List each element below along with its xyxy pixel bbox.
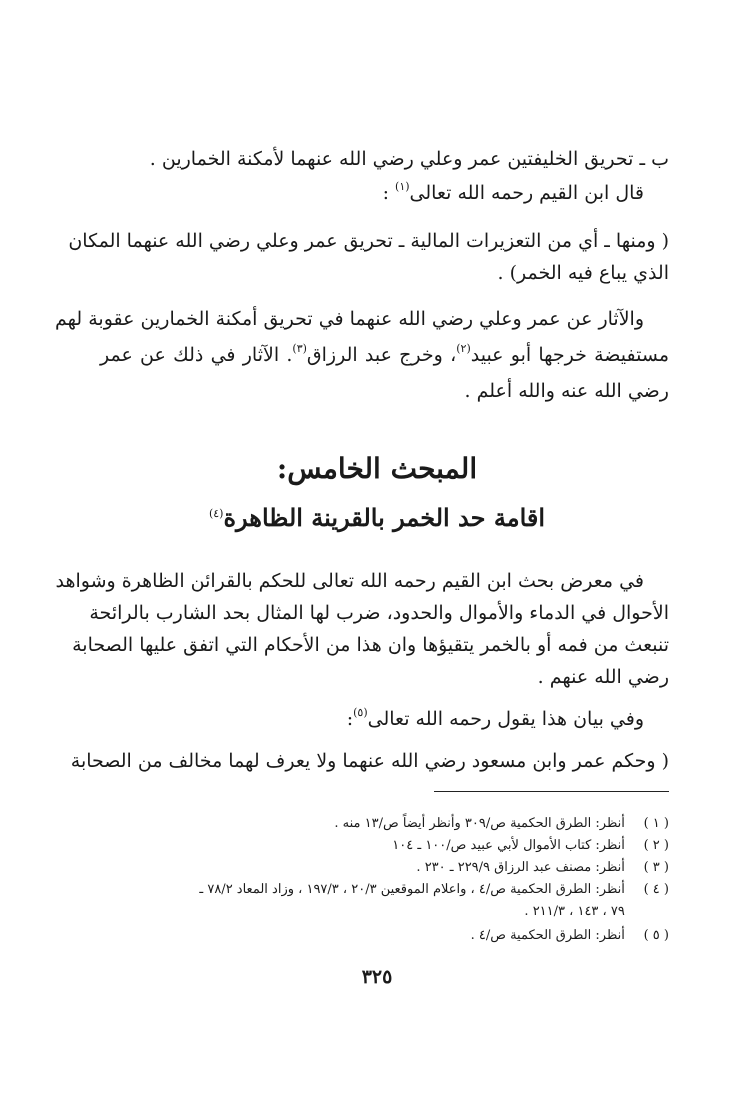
footnote-number: ( ٣ ): [643, 860, 669, 875]
page-number: ٣٢٥: [361, 966, 393, 988]
footnote-item: [90, 858, 669, 878]
section-subtitle-text: اقامة حد الخمر بالقرينة الظاهرة: [223, 503, 546, 532]
footnote-text: أنظر: مصنف عبد الرزاق ٢٢٩/٩ ـ ٢٣٠ .: [416, 860, 625, 875]
footnote-reference: (٤): [208, 507, 224, 520]
body-line: [70, 746, 669, 776]
body-text: والآثار عن عمر وعلي رضي الله عنهما في تحريق أمكنة الخمارين عقوبة لهم: [55, 308, 644, 330]
body-line: [100, 340, 669, 370]
body-line: [68, 226, 669, 256]
body-text: رضي الله عنه والله أعلم .: [464, 380, 669, 402]
body-line: [55, 566, 644, 596]
body-text: الأحوال في الدماء والأموال والحدود، ضرب لها المثال بحد الشارب بالرائحة: [89, 602, 669, 624]
footnote-number: ( ١ ): [643, 816, 669, 831]
body-line: [55, 304, 644, 334]
body-text: في معرض بحث ابن القيم رحمه الله تعالى للحكم بالقرائن الظاهرة وشواهد: [55, 570, 644, 592]
footnote-text: أنظر: الطرق الحكمية ص/٣٠٩ وأنظر أيضاً ص/١٣ منه .: [334, 816, 625, 831]
footnote-number: ( ٥ ): [643, 928, 669, 943]
footnote-reference: (٣): [292, 342, 307, 355]
footnote-reference: (٢): [456, 342, 471, 355]
footnote-text: ٧٩ ، ١٤٣ ، ٢١١/٣ .: [524, 904, 625, 919]
footnote-separator: [434, 791, 669, 792]
body-text: ( وحكم عمر وابن مسعود رضي الله عنهما ولا يعرف لهما مخالف من الصحابة: [70, 750, 669, 772]
footnote-reference: (٥): [353, 706, 368, 719]
section-subtitle: [0, 503, 754, 532]
body-text: وفي بيان هذا يقول رحمه الله تعالى: [367, 708, 644, 730]
footnote-item: [90, 902, 669, 922]
footnote-number: ( ٢ ): [643, 838, 669, 853]
footnote-text: أنظر: كتاب الأموال لأبي عبيد ص/١٠٠ ـ ١٠٤: [392, 838, 625, 853]
footnote-item: [90, 926, 669, 946]
body-text: :: [346, 708, 354, 730]
body-line: [100, 178, 644, 208]
body-line: [89, 598, 669, 628]
body-text: ب ـ تحريق الخليفتين عمر وعلي رضي الله عنهما لأمكنة الخمارين .: [149, 148, 669, 170]
body-text: قال ابن القيم رحمه الله تعالى: [409, 182, 644, 204]
footnote-number: ( ٤ ): [643, 882, 669, 897]
body-text: :: [382, 182, 396, 204]
footnote-item: [90, 814, 669, 834]
footnote-item: [90, 880, 669, 900]
section-title: [0, 452, 754, 485]
body-text: رضي الله عنهم .: [537, 666, 669, 688]
section-title-text: المبحث الخامس:: [276, 452, 478, 485]
body-line: [100, 258, 669, 288]
footnote-item: [90, 836, 669, 856]
body-line: [72, 630, 669, 660]
body-text: تنبعث من فمه أو بالخمر يتقيؤها وان هذا من الأحكام التي اتفق عليها الصحابة: [72, 634, 669, 656]
body-text: . الآثار في ذلك عن عمر: [100, 344, 293, 366]
body-line: [100, 144, 669, 174]
footnote-text: أنظر: الطرق الحكمية ص/٤ .: [470, 928, 625, 943]
body-line: [100, 704, 644, 734]
body-text: ( ومنها ـ أي من التعزيرات المالية ـ تحريق عمر وعلي رضي الله عنهما المكان: [68, 230, 669, 252]
body-line: [100, 376, 669, 406]
footnote-text: أنظر: الطرق الحكمية ص/٤ ، واعلام الموقعين ٢٠/٣ ، ١٩٧/٣ ، وزاد المعاد ٧٨/٢ ـ: [199, 882, 625, 897]
body-text: ، وخرج عبد الرزاق: [306, 344, 457, 366]
body-text: الذي يباع فيه الخمر) .: [497, 262, 669, 284]
body-line: [100, 662, 669, 692]
footnote-reference: (١): [395, 180, 410, 193]
body-text: مستفيضة خرجها أبو عبيد: [470, 344, 669, 366]
